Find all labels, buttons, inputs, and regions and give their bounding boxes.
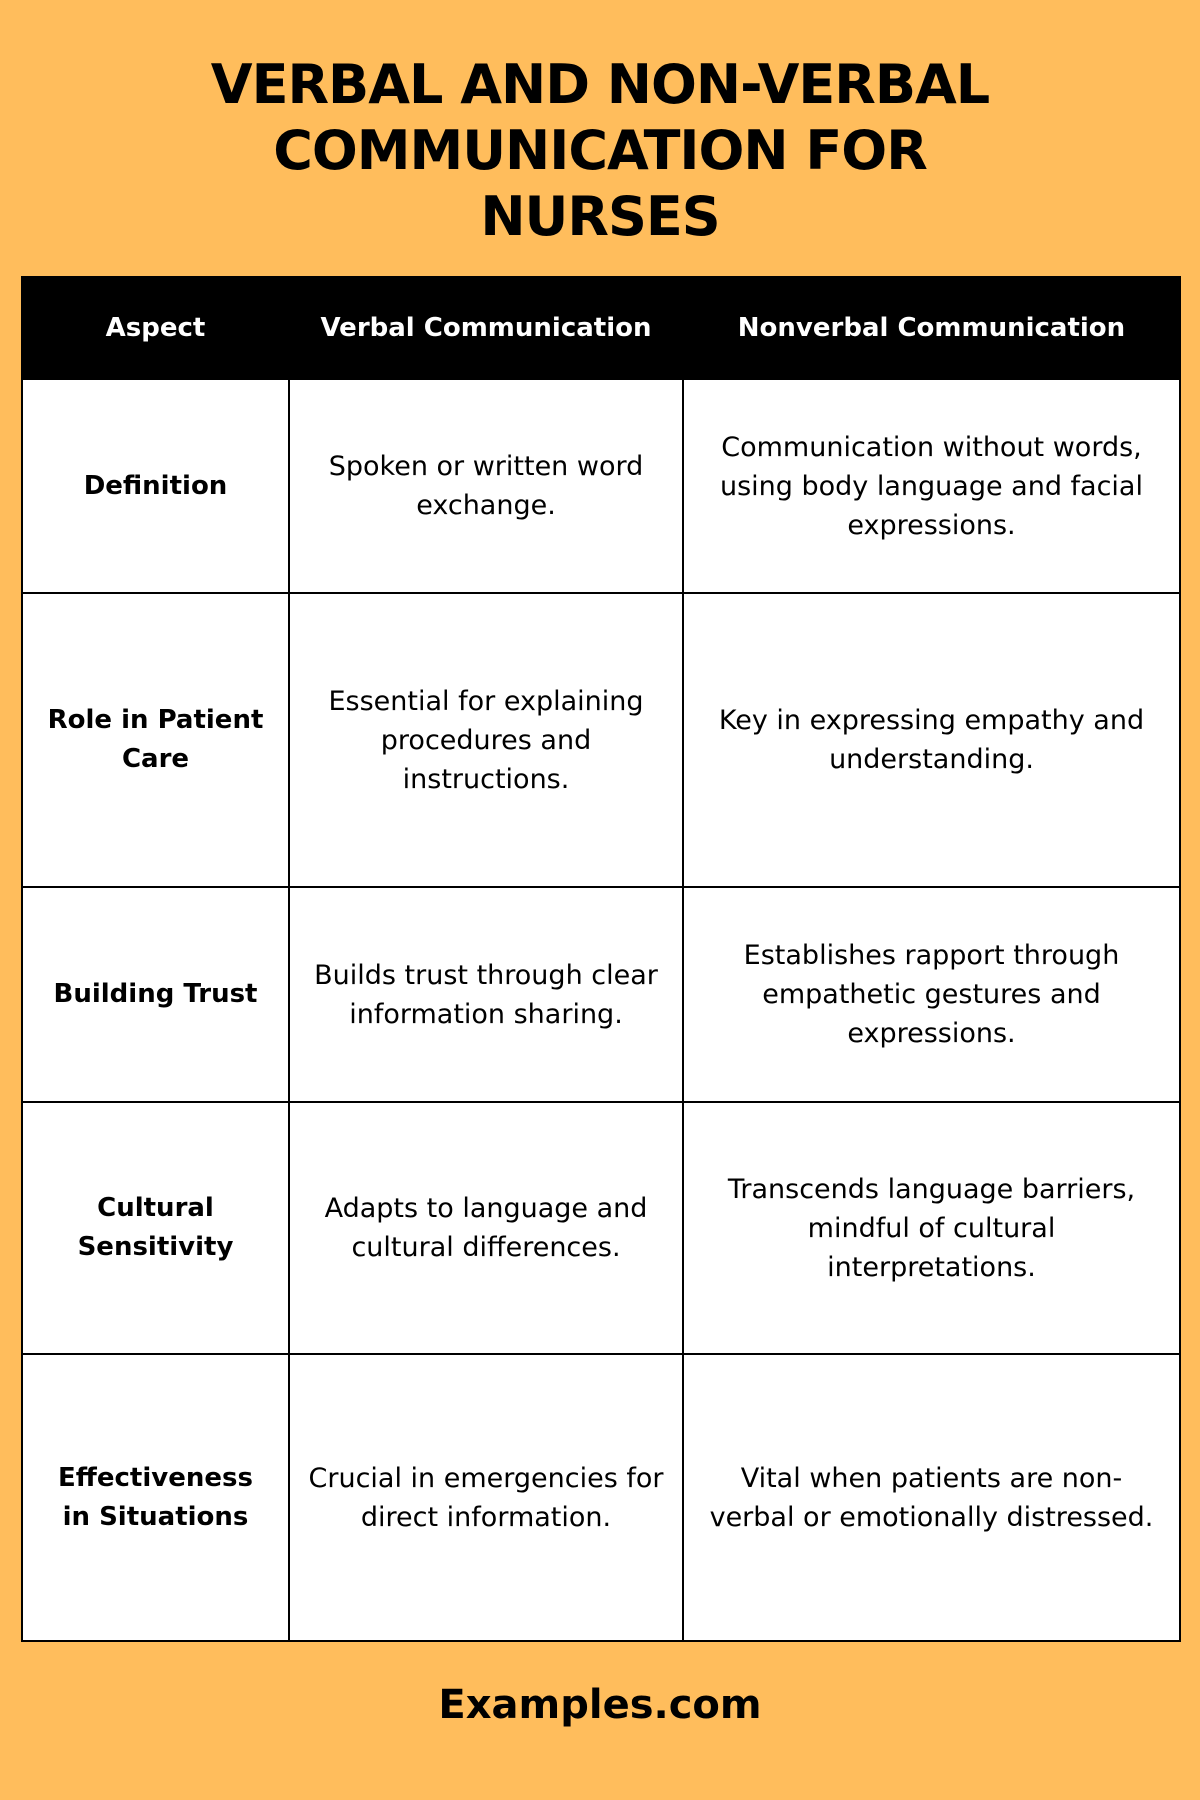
nonverbal-cell: Establishes rapport through empathetic gestures and expressions.	[683, 887, 1180, 1102]
aspect-cell: Cultural Sensitivity	[22, 1102, 289, 1354]
nonverbal-cell: Communication without words, using body language and facial expressions.	[683, 379, 1180, 593]
verbal-cell: Builds trust through clear information sharing.	[289, 887, 683, 1102]
page-title	[0, 52, 1200, 250]
verbal-cell: Essential for explaining procedures and instructions.	[289, 593, 683, 887]
table-row	[22, 593, 1180, 887]
table-row	[22, 379, 1180, 593]
header-verbal: Verbal Communication	[289, 277, 683, 379]
aspect-cell: Building Trust	[22, 887, 289, 1102]
comparison-table	[21, 276, 1181, 1642]
title-line: VERBAL AND NON-VERBAL	[210, 53, 990, 116]
aspect-cell: Effectiveness in Situations	[22, 1354, 289, 1641]
verbal-cell: Crucial in emergencies for direct information.	[289, 1354, 683, 1641]
aspect-cell: Role in Patient Care	[22, 593, 289, 887]
header-aspect: Aspect	[22, 277, 289, 379]
nonverbal-cell: Transcends language barriers, mindful of cultural interpretations.	[683, 1102, 1180, 1354]
aspect-cell: Definition	[22, 379, 289, 593]
footer-brand: Examples.com	[438, 1682, 762, 1728]
table-row	[22, 1102, 1180, 1354]
table-row	[22, 1354, 1180, 1641]
verbal-cell: Adapts to language and cultural differences.	[289, 1102, 683, 1354]
nonverbal-cell: Key in expressing empathy and understanding.	[683, 593, 1180, 887]
verbal-cell: Spoken or written word exchange.	[289, 379, 683, 593]
header-nonverbal: Nonverbal Communication	[683, 277, 1180, 379]
table-row	[22, 887, 1180, 1102]
nonverbal-cell: Vital when patients are non-verbal or emotionally distressed.	[683, 1354, 1180, 1641]
title-line: NURSES	[480, 185, 720, 248]
table-header-row	[22, 277, 1180, 379]
title-line: COMMUNICATION FOR	[273, 119, 927, 182]
